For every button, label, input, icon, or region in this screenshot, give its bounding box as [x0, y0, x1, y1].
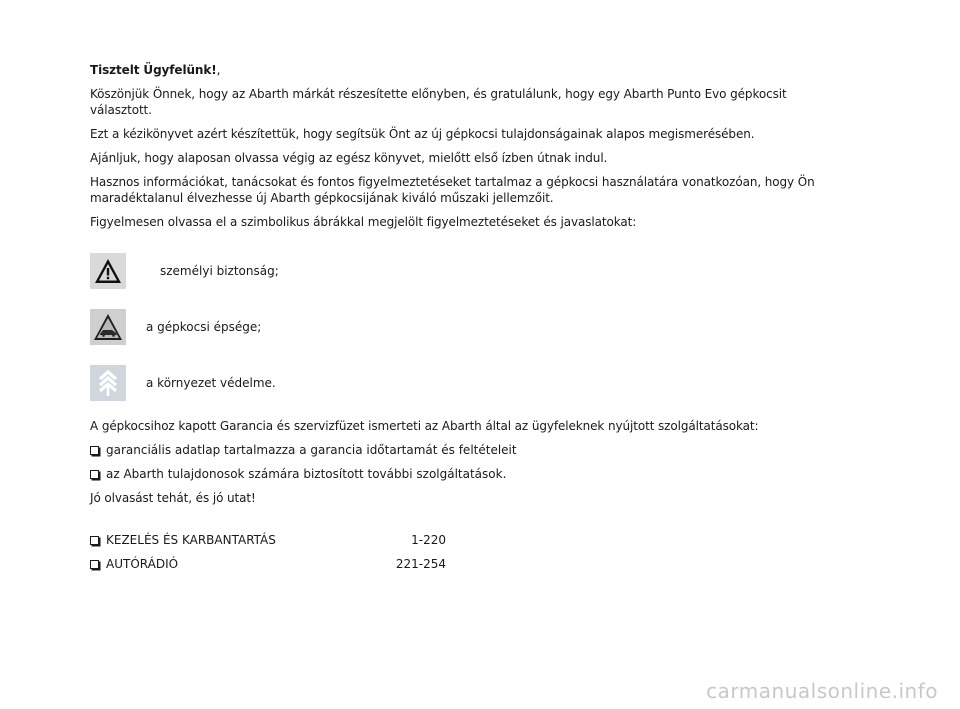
symbol-legend	[90, 250, 850, 404]
paragraph-thanks: Köszönjük Önnek, hogy az Abarth márkát részesítette előnyben, és gratulálunk, hogy egy Abarth Punto Evo gépkocsit választott.	[90, 87, 787, 117]
list-item-label: garanciális adatlap tartalmazza a garancia időtartamát és feltételeit	[106, 443, 517, 457]
toc-title	[90, 556, 396, 572]
toc-title-label: AUTÓRÁDIÓ	[106, 557, 179, 571]
table-of-contents	[90, 532, 446, 572]
car-damage-triangle-icon	[90, 309, 126, 345]
toc-page-range: 221-254	[395, 557, 446, 571]
checkbox-bullet-icon	[90, 560, 99, 569]
list-item-extra-services	[90, 466, 850, 482]
paragraph-information: Hasznos információkat, tanácsokat és fontos figyelmeztetéseket tartalmaz a gépkocsi használatára vonatkozóan, hogy Ön maradéktalanul élvezhesse új Abarth gépkocsijának kiváló műszaki jellemzőit.	[90, 175, 815, 205]
paragraph-warranty: A gépkocsihoz kapott Garancia és szervizfüzet ismerteti az Abarth által az ügyfeleknek nyújtott szolgáltatásokat:	[90, 419, 759, 433]
symbol-row-vehicle-integrity	[90, 306, 850, 348]
checkbox-bullet-icon	[90, 536, 99, 545]
closing-text: Jó olvasást tehát, és jó utat!	[90, 491, 256, 505]
greeting-bold: Tisztelt Ügyfelünk!	[90, 63, 217, 77]
symbol-label-vehicle-integrity: a gépkocsi épsége;	[146, 320, 262, 334]
manual-intro-page	[90, 62, 850, 580]
symbol-row-personal-safety	[90, 250, 850, 292]
greeting-tail: ,	[216, 63, 221, 77]
toc-title-label: KEZELÉS ÉS KARBANTARTÁS	[106, 533, 276, 547]
list-item-label: az Abarth tulajdonosok számára biztosított további szolgáltatások.	[106, 467, 507, 481]
checkbox-bullet-icon	[90, 470, 99, 479]
watermark-text: carmanualsonline.info	[706, 679, 938, 703]
checkbox-bullet-icon	[90, 446, 99, 455]
toc-row-car-radio[interactable]	[90, 556, 446, 572]
greeting	[90, 62, 850, 78]
symbol-row-environment	[90, 362, 850, 404]
warning-triangle-icon	[90, 253, 126, 289]
paragraph-recommendation: Ajánljuk, hogy alaposan olvassa végig az egész könyvet, mielőtt első ízben útnak indul.	[90, 151, 608, 165]
toc-title	[90, 532, 411, 548]
environment-tree-icon	[90, 365, 126, 401]
paragraph-symbols-intro: Figyelmesen olvassa el a szimbolikus ábrákkal megjelölt figyelmeztetéseket és javaslatokat:	[90, 215, 637, 229]
toc-row-operation-maintenance[interactable]	[90, 532, 446, 548]
symbol-label-personal-safety: személyi biztonság;	[160, 264, 279, 278]
symbol-label-environment: a környezet védelme.	[146, 376, 276, 390]
paragraph-purpose: Ezt a kézikönyvet azért készítettük, hogy segítsük Önt az új gépkocsi tulajdonságainak alapos megismerésében.	[90, 127, 755, 141]
list-item-warranty-sheet	[90, 442, 850, 458]
toc-page-range: 1-220	[411, 533, 446, 547]
